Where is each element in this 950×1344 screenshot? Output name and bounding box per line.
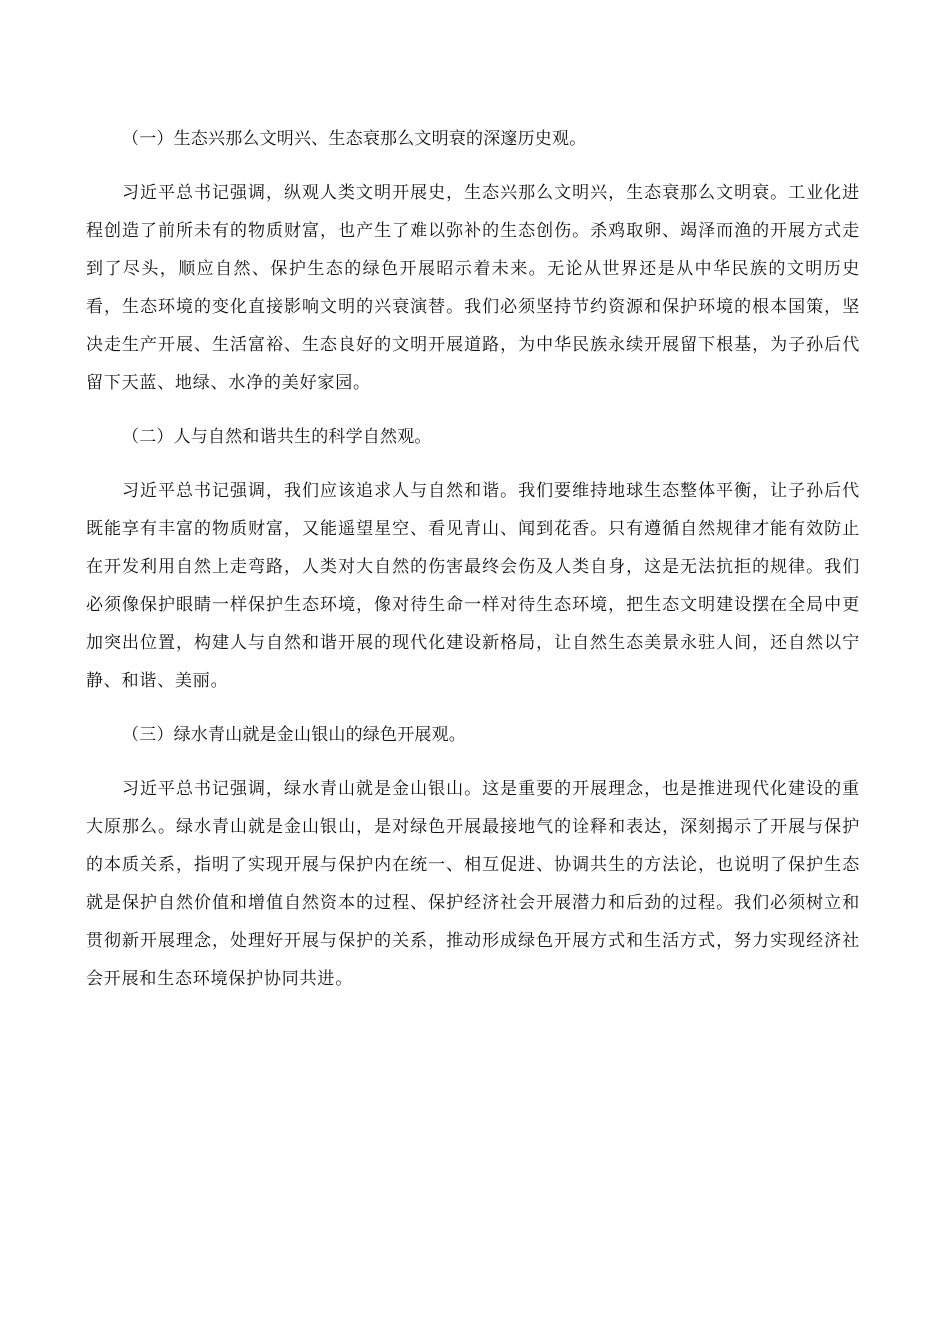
document-page <box>86 120 860 1014</box>
section-heading-3: （三）绿水青山就是金山银山的绿色开展观。 <box>122 725 466 745</box>
section-heading-2: （二）人与自然和谐共生的科学自然观。 <box>122 427 432 447</box>
section-heading-1: （一）生态兴那么文明兴、生态衰那么文明衰的深邃历史观。 <box>122 129 587 149</box>
section-paragraph-3: 习近平总书记强调，绿水青山就是金山银山。这是重要的开展理念，也是推进现代化建设的重大原那么。绿水青山就是金山银山，是对绿色开展最接地气的诠释和表达，深刻揭示了开展与保护的本质关系，指明了实现开展与保护内在统一、相互促进、协调共生的方法论，也说明了保护生态就是保护自然价值和增值自然资本的过程、保护经济社会开展潜力和后劲的过程。我们必须树立和贯彻新开展理念，处理好开展与保护的关系，推动形成绿色开展方式和生活方式，努力实现经济社会开展和生态环境保护协同共进。 <box>86 779 860 989</box>
section-paragraph-2: 习近平总书记强调，我们应该追求人与自然和谐。我们要维持地球生态整体平衡，让子孙后代既能享有丰富的物质财富，又能遥望星空、看见青山、闻到花香。只有遵循自然规律才能有效防止在开发利用自然上走弯路，人类对大自然的伤害最终会伤及人类自身，这是无法抗拒的规律。我们必须像保护眼睛一样保护生态环境，像对待生命一样对待生态环境，把生态文明建设摆在全局中更加突出位置，构建人与自然和谐开展的现代化建设新格局，让自然生态美景永驻人间，还自然以宁静、和谐、美丽。 <box>86 481 860 691</box>
section-paragraph-1: 习近平总书记强调，纵观人类文明开展史，生态兴那么文明兴，生态衰那么文明衰。工业化进程创造了前所未有的物质财富，也产生了难以弥补的生态创伤。杀鸡取卵、竭泽而渔的开展方式走到了尽头，顺应自然、保护生态的绿色开展昭示着未来。无论从世界还是从中华民族的文明历史看，生态环境的变化直接影响文明的兴衰演替。我们必须坚持节约资源和保护环境的根本国策，坚决走生产开展、生活富裕、生态良好的文明开展道路，为中华民族永续开展留下根基，为子孙后代留下天蓝、地绿、水净的美好家园。 <box>86 183 860 393</box>
